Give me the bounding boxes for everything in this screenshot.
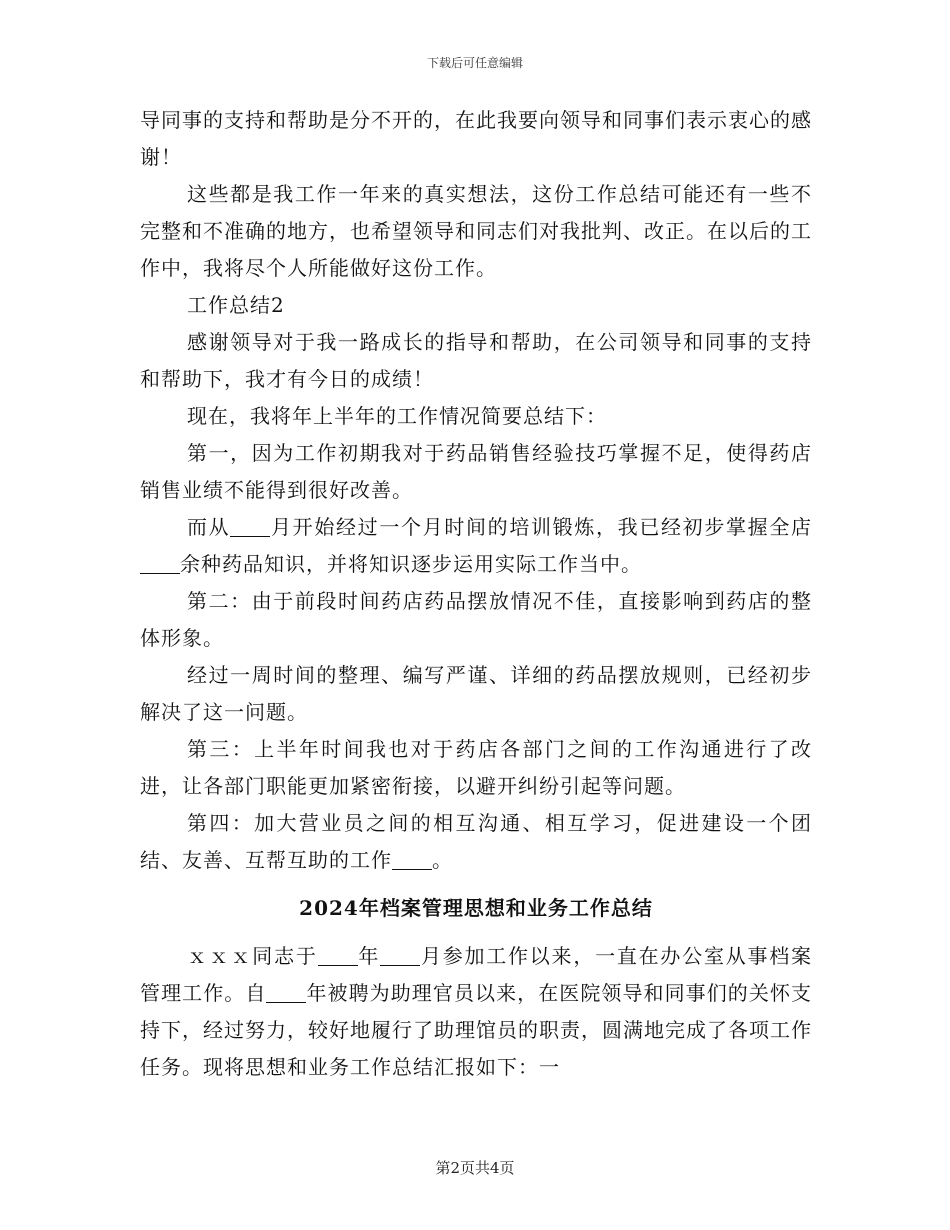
text-run: 。 bbox=[432, 848, 453, 872]
paragraph: 感谢领导对于我一路成长的指导和帮助，在公司领导和同事的支持和帮助下，我才有今日的成绩！ bbox=[140, 330, 812, 391]
fill-in-blank bbox=[266, 982, 306, 1003]
paragraph: 第一，因为工作初期我对于药品销售经验技巧掌握不足，使得药店销售业绩不能得到很好改善。 bbox=[140, 441, 812, 502]
paragraph bbox=[140, 509, 812, 583]
fill-in-blank bbox=[380, 945, 420, 966]
paragraph: 工作总结2 bbox=[187, 293, 285, 317]
page-footer: 第2页共4页 bbox=[435, 1159, 515, 1177]
text-run: 第四：加大营业员之间的相互沟通、相互学习，促进建设一个团结、友善、互帮互助的工作 bbox=[140, 811, 812, 872]
paragraph: 导同事的支持和帮助是分不开的，在此我要向领导和同事们表示衷心的感谢！ bbox=[140, 108, 812, 169]
text-run: 年 bbox=[357, 944, 381, 968]
document-body bbox=[140, 102, 812, 1086]
fill-in-blank bbox=[230, 516, 270, 537]
paragraph bbox=[140, 938, 812, 1086]
section-title: 2024年档案管理思想和业务工作总结 bbox=[299, 896, 653, 920]
paragraph: 第三：上半年时间我也对于药店各部门之间的工作沟通进行了改进，让各部门职能更加紧密衔接，以避开纠纷引起等问题。 bbox=[140, 737, 812, 798]
paragraph: 第二：由于前段时间药店药品摆放情况不佳，直接影响到药店的整体形象。 bbox=[140, 589, 812, 650]
text-run: 月开始经过一个月时间的培训锻炼，我已经初步掌握全店 bbox=[270, 515, 813, 539]
text-run: 月参加工作以来，一直在办公室从事档案管理工作。自 bbox=[140, 944, 813, 1005]
paragraph-group bbox=[140, 102, 812, 879]
paragraph: 经过一周时间的整理、编写严谨、详细的药品摆放规则，已经初步解决了这一问题。 bbox=[140, 663, 812, 724]
paragraph: 这些都是我工作一年来的真实想法，这份工作总结可能还有一些不完整和不准确的地方，也希望领导和同志们对我批判、改正。在以后的工作中，我将尽个人所能做好这份工作。 bbox=[140, 182, 812, 280]
text-run: 而从 bbox=[187, 515, 231, 539]
page-header: 下载后可任意编辑 bbox=[426, 56, 523, 70]
text-run: ｘｘｘ同志于 bbox=[187, 944, 318, 968]
fill-in-blank bbox=[392, 849, 432, 870]
paragraph-group bbox=[140, 938, 812, 1086]
text-run: 年被聘为助理官员以来，在医院领导和同事们的关怀支持下，经过努力，较好地履行了助理馆员的职责，圆满地完成了各项工作任务。现将思想和业务工作总结汇报如下：一 bbox=[140, 981, 813, 1079]
text-run: 余种药品知识，并将知识逐步运用实际工作当中。 bbox=[180, 552, 642, 576]
fill-in-blank bbox=[318, 945, 358, 966]
fill-in-blank bbox=[140, 553, 180, 574]
paragraph bbox=[140, 805, 812, 879]
paragraph: 现在，我将年上半年的工作情况简要总结下： bbox=[187, 404, 607, 428]
